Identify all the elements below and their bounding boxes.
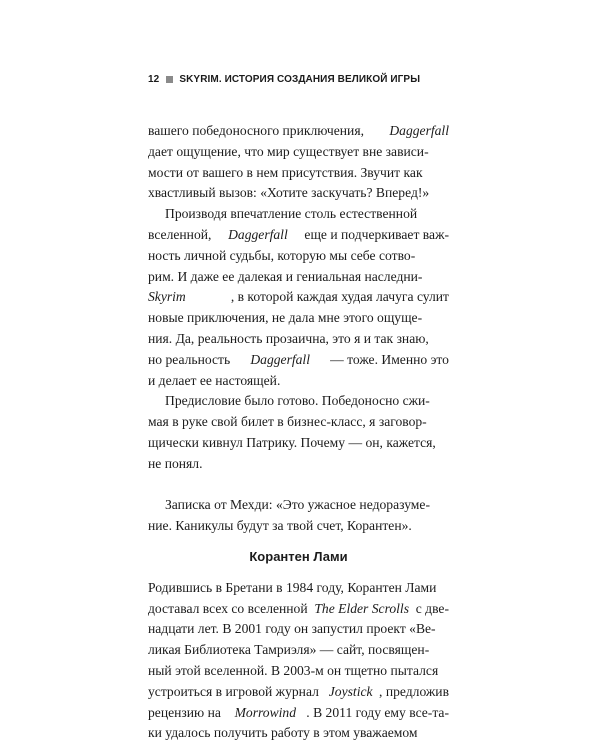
- text-line: Предисловие было готово. Победоносно сжи-: [165, 393, 430, 409]
- section-title: Корантен Лами: [249, 548, 348, 564]
- spacer: [148, 537, 449, 547]
- page-number: 12: [148, 74, 160, 85]
- text-line: но реальность Daggerfall — тоже. Именно это: [148, 350, 449, 371]
- text-line: ние. Каникулы будут за твой счет, Корантен».: [148, 518, 412, 534]
- text-line: дает ощущение, что мир существует вне зависи-: [148, 143, 429, 159]
- magazine-title: Joystick: [328, 683, 373, 699]
- text-line: и делает ее настоящей.: [148, 372, 281, 388]
- text-line: щически кивнул Патрику. Почему — он, кажется,: [148, 434, 436, 450]
- spacer: [148, 475, 449, 496]
- text-line: устроиться в игровой журнал Joystick , предложив: [148, 682, 449, 703]
- text-line: надцати лет. В 2001 году он запустил проект «Ве-: [148, 621, 436, 637]
- text-line: рецензию на Morrowind . В 2011 году ему все-та-: [148, 703, 449, 724]
- text-line: ния. Да, реальность прозаична, это я и так знаю,: [148, 330, 429, 346]
- text-line: хвастливый вызов: «Хотите заскучать? Вперед!»: [148, 185, 430, 201]
- game-title: Daggerfall: [250, 351, 310, 367]
- text-line: доставал всех со вселенной The Elder Scrolls с две-: [148, 599, 449, 620]
- running-header: [148, 74, 420, 85]
- game-title: The Elder Scrolls: [314, 600, 410, 616]
- text-line: вашего победоносного приключения, Daggerfall: [148, 121, 449, 142]
- page-text: [148, 121, 449, 744]
- square-bullet-icon: [166, 76, 173, 83]
- game-title: Skyrim: [148, 289, 186, 305]
- text-line: вселенной, Daggerfall еще и подчеркивает важ-: [148, 225, 449, 246]
- text-line: Родившись в Бретани в 1984 году, Корантен Лами: [148, 579, 437, 595]
- text-line: мая в руке свой билет в бизнес-класс, я заговор-: [148, 414, 427, 430]
- text-line: ный этой вселенной. В 2003-м он тщетно пытался: [148, 662, 439, 678]
- text-line: мости от вашего в нем присутствия. Звучит как: [148, 164, 423, 180]
- text-line: рим. И даже ее далекая и гениальная наследни-: [148, 268, 423, 284]
- text-line: Производя впечатление столь естественной: [165, 206, 418, 222]
- game-title: Daggerfall: [228, 226, 288, 242]
- text-line: Skyrim , в которой каждая худая лачуга сулит: [148, 287, 449, 308]
- text-line: новые приключения, не дала мне этого ощуще-: [148, 310, 423, 326]
- text-line: Записка от Мехди: «Это ужасное недоразуме-: [165, 497, 430, 513]
- text-line: ки удалось получить работу в этом уважаемом: [148, 725, 418, 741]
- text-line: не понял.: [148, 455, 203, 471]
- text-line: ликая Библиотека Тамриэля» — сайт, посвящен-: [148, 642, 430, 658]
- text-line: ность личной судьбы, которую мы себе сотво-: [148, 247, 416, 263]
- game-title: Daggerfall: [389, 123, 449, 138]
- running-title: SKYRIM. ИСТОРИЯ СОЗДАНИЯ ВЕЛИКОЙ ИГРЫ: [179, 74, 421, 85]
- spacer: [148, 568, 449, 578]
- game-title: Morrowind: [234, 704, 297, 720]
